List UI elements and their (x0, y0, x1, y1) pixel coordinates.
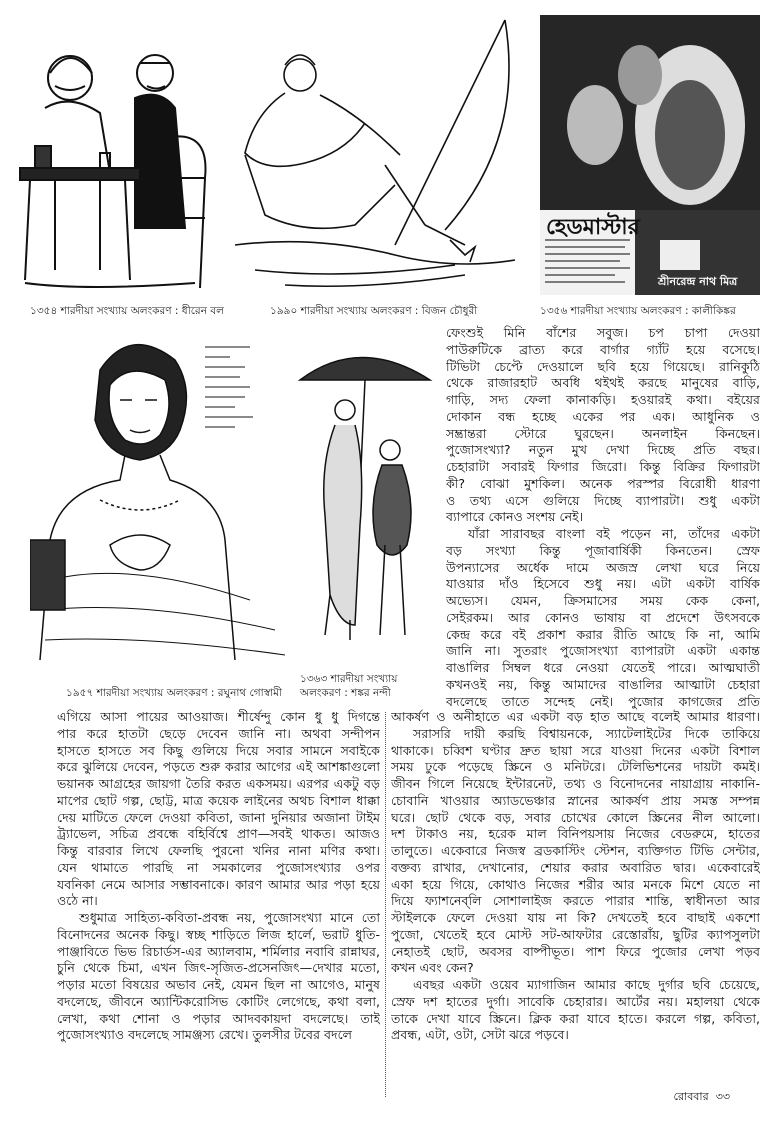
caption-2: ১৯৯০ শারদীয়া সংখ্যায় অলংকরণ : বিজন চৌধুরী (270, 305, 478, 317)
text-line: কিন্তু বারবার লিখে ফেলছি পুরনো খনির নানা মণির কথা। (57, 843, 380, 858)
text-line: দিয়ে ফ্যাশনেব্‌লি সোশালাইজ করতে পারার শান্তি, স্বাধীনতা আর (391, 893, 760, 909)
page-footer (673, 1088, 730, 1107)
text-line: ওঠে না। (57, 893, 98, 909)
text-line: একা হয়ে গিয়ে, কোথাও নিজের শরীর আর মনকে মিশে যেতে না (391, 876, 760, 892)
text-line: পুজো, খেতেই হবে মোস্ট সট-আফটার রেস্তোরাঁয়, ছুটির ক্যাপসুলটা (391, 926, 760, 942)
illustration-fisherman (225, 15, 535, 295)
caption-5-line-2: অলংকরণ : শঙ্কর নন্দী (300, 687, 391, 699)
text-line: বাঙালির সিম্বল ধরে নেওয়া যেতেই পারে। আত্মঘাতী (446, 660, 760, 675)
illustration-cafe-scene (15, 18, 220, 293)
text-line: টিভিটা চেপ্টে দেওয়ালে ছবি হয়ে গিয়েছে। রানিকুঠি (446, 358, 760, 374)
text-line: করে ঝুলিয়ে দেবেন, পড়তে শুরু করার আগের এই আশঙ্কাগুলো (57, 759, 380, 775)
text-line: কেন্দ্র করে বই প্রকাশ করার রীতি আছে কি না, আমি (446, 626, 760, 642)
cover-author: শ্রীনরেন্দ্র নাথ মিত্র (658, 275, 738, 288)
text-line: ব্যাপারে কোনও সংশয় নেই। (446, 509, 584, 525)
text-line: লেখা, কথা শোনা ও পড়ার আদবকায়দা বদলেছে। তাই (57, 1010, 380, 1026)
text-line: সেইরকম। আর কোনও ভাষায় বা প্রদেশে উৎসবকে (446, 609, 760, 625)
text-line: ও তথ্য এসে গুলিয়ে দিচ্ছে ব্যাপারটা। শুধু একটা (446, 492, 760, 508)
text-line: পার করে হাতটা ছেড়ে দেবেন জানি না। অথবা সন্দীপন (57, 725, 380, 741)
text-line: ঘরে। ছোট থেকে বড়, সবার চোখের কোলে স্ক্রিনের নীল আলো। (391, 809, 760, 825)
text-line: নেহাতই ছোট, অবসর বাষ্পীভূত। পাশ ফিরে পুজোর লেখা পড়ব (391, 943, 760, 959)
text-line: তাকে দেখা যাবে স্ক্রিনে। ক্লিক করা যাবে হাতে। করলে গল্প, কবিতা, (391, 1010, 760, 1026)
text-line: সরাসরি দায়ী করছি বিশ্বায়নকে, স্যাটেলাইটের দিকে তাকিয়ে (413, 725, 760, 741)
text-line: তালুতে। একেবারে নিজস্ব ব্রডকাস্টিং স্টেশন, ব্যক্তিগত টিভি সেন্টার, (391, 843, 760, 858)
cover-title: হেডমাস্টার (546, 215, 640, 240)
text-line: গাড়ি, সদ্য ফেলা কানাকড়ি। হওয়ারই কথা। বইয়ের (446, 392, 760, 407)
text-line: কখনওই নয়, কিন্তু আমাদের বাঙালির আত্মাটা চেহারা (446, 676, 760, 692)
text-line: বদলেছে, জীবনে অ্যান্টিকরোসিভ কোটিং লেগেছে, কথা বলা, (57, 993, 380, 1009)
text-line: চেহারাটা সবারই ফিগার জিরো। কিন্তু বিক্রির ফিগারটা (446, 459, 760, 474)
article-column-right-top (446, 325, 760, 710)
text-line: পড়ার মতো বিষয়ের অভাব নেই, যেমন ছিল না আগেও, মানুষ (57, 977, 380, 992)
text-line: যাওয়ার দাঁও হিসেবে শুধু নয়। এটা একটা বার্ষিক (446, 576, 760, 592)
text-line: অভ্যেস। যেমন, ক্রিসমাসের সময় কেক কেনা, (446, 593, 760, 608)
text-line: পুজোসংখ্যা? নতুন মুখ দেখা দিচ্ছে প্রতি বছর। (446, 442, 760, 458)
column-divider (385, 712, 386, 1097)
illustration-woman (30, 330, 290, 665)
text-line: যাঁরা সারাবছর বাংলা বই পড়েন না, তাঁদের একটা (468, 526, 760, 541)
text-line: দশ টাকাও নয়, হরেক মাল বিনিপয়সায় নিজের বেডরুমে, হাতের (391, 826, 760, 842)
text-line: আকর্ষণ ও অনীহাতে এর একটা বড় হাত আছে বলেই আমার ধারণা। (391, 709, 760, 724)
page-number: ৩৩ (715, 1090, 730, 1103)
illustration-headmaster-cover (540, 15, 760, 295)
caption-4: ১৯৫৭ শারদীয়া সংখ্যায় অলংকরণ : রঘুনাথ গোস্বামী (66, 687, 282, 699)
text-line: জীবন গিলে নিয়েছে ইন্টারনেট, তথ্য ও বিনোদনের নায়াগ্রায় নাকানি- (391, 776, 760, 791)
text-line: দেয় মাটিতে ফেলে দেওয়া কবিতা, জানা দুনিয়ার অজানা টাইম (57, 809, 380, 825)
text-line: প্রবন্ধ, এটা, ওটা, সেটা ঝরে পড়বে। (391, 1027, 569, 1043)
text-line: থেকে রাজারহাট অবধি থইথই করছে মানুষের বাড়ি, (446, 375, 760, 391)
text-line: ট্র্যাভেল, সচিত্র প্রবন্ধে বহির্বিশ্বে প্রাণ—সবই থাকত। আজও (57, 826, 380, 842)
caption-5-line-1: ১৩৬৩ শারদীয়া সংখ্যায় (300, 673, 398, 685)
text-line: বদলেছে তাতে সন্দেহ নেই। পুজোর কাগজের প্রতি (446, 693, 760, 709)
text-line: সম্ভ্রান্তরা স্টোরে ঘুরছেন। অনলাইন কিনছেন। (446, 425, 760, 441)
illustration-umbrella-man (290, 340, 440, 670)
text-line: সময় ঢুকে পড়েছে স্ক্রিনে ও মনিটরে। টেলিভিশনের দায়টা কমই। (391, 759, 760, 775)
text-line: বক্তব্য রাখার, দেখানোর, শেয়ার করার অবারিত দ্বার। একেবারেই (391, 859, 760, 875)
text-line: স্টাইলকে ফেলে দেওয়া যায় না কি? দেখতেই হবে বাছাই একশো (391, 910, 760, 925)
text-line: চুনি থেকে চিমা, এখন জিৎ-সৃজিত-প্রসেনজিৎ—দেখার মতো, (57, 960, 380, 976)
text-line: যেন থামাতে পারছি না সমকালের পুজোসংখ্যার ওপর (57, 859, 380, 875)
text-line: দোকান বন্ধ হচ্ছে একের পর এক। আধুনিক ও (446, 408, 760, 424)
article-column-right-bottom (391, 709, 760, 1044)
text-line: চোবানি খাওয়ার অ্যাডভেঞ্চার স্নানের আকর্ষণ প্রায় সমস্ত সম্পন্ন (391, 792, 760, 808)
text-line: কী? বোঝা মুশকিল। অনেক পরস্পর বিরোধী ধারণা (446, 475, 760, 491)
text-line: মাপের ছোট গল্প, ছোট্ট, মাত্র কয়েক লাইনের অথচ বিশাল ধাক্কা (57, 792, 380, 808)
text-line: বড় সংখ্যা কিন্তু পূজাবার্ষিকী কিনতেন। স্রেফ (446, 542, 760, 558)
caption-3: ১৩৫৬ শারদীয়া সংখ্যায় অলংকরণ : কালীকিঙ্কর (540, 305, 736, 317)
text-line: থাকাকে। চব্বিশ ঘণ্টার দ্রুত ছায়া সরে যাওয়া দিনের একটা বিশাল (391, 742, 760, 758)
text-line: এবছর একটা ওয়েব ম্যাগাজিন আমার কাছে দুর্গার ছবি চেয়েছে, (413, 977, 760, 992)
text-line: কখন এবং কেন? (391, 960, 474, 976)
caption-1: ১৩৫৪ শারদীয়া সংখ্যায় অলংকরণ : ধীরেন বল (30, 305, 224, 317)
article-column-left (57, 709, 380, 1044)
text-line: হাসতে হাসতে সব কিছু গুলিয়ে দিয়ে সবার সামনে সবাইকে (57, 742, 380, 758)
text-line: উপন্যাসের অর্ধেক দামে অজস্র লেখা ঘরে নিয়ে (446, 559, 760, 575)
text-line: স্রেফ দশ হাতের দুর্গা। সাবেকি চেহারার। আর্টের নয়। মহালয়া থেকে (391, 993, 760, 1009)
text-line: পুজোসংখ্যাও বদলেছে সামঞ্জস্য রেখে। তুলসীর টবের বদলে (57, 1027, 353, 1043)
text-line: এগিয়ে আসা পায়ের আওয়াজ। শীর্ষেন্দু কোন ধু ধু দিগন্তে (57, 709, 380, 724)
text-line: পাউরুটিকে ব্রাত্য করে বার্গার গ্যাঁট হয়ে বসেছে। (446, 341, 760, 357)
magazine-name: রোববার (673, 1090, 709, 1103)
text-line: যবনিকা নেমে আসার সম্ভাবনাকে। কারণ আমার আর পড়া হয়ে (57, 876, 380, 892)
text-line: শুধুমাত্র সাহিত্য-কবিতা-প্রবন্ধ নয়, পুজোসংখ্যা মানে তো (79, 910, 380, 925)
text-line: পাঞ্জাবিতে ভিভ রিচার্ডস-এর অ্যালবাম, শর্মিলার নবাবি রান্নাঘর, (57, 943, 380, 959)
text-line: বিনোদনের অনেক কিছু। স্বচ্ছ শাড়িতে লিজ হার্লে, ভরাট ধুতি- (57, 926, 380, 942)
text-line: ফেংশুই মিনি বাঁশের সবুজ। চপ চাপা দেওয়া (446, 325, 760, 340)
text-line: ভয়ানক আগ্রহের জায়গা তৈরি করত একসময়। এরপর একটু বড় (57, 776, 380, 791)
text-line: জানি না। সুতরাং পুজোসংখ্যা ব্যাপারটা একটা একান্ত (446, 643, 760, 659)
